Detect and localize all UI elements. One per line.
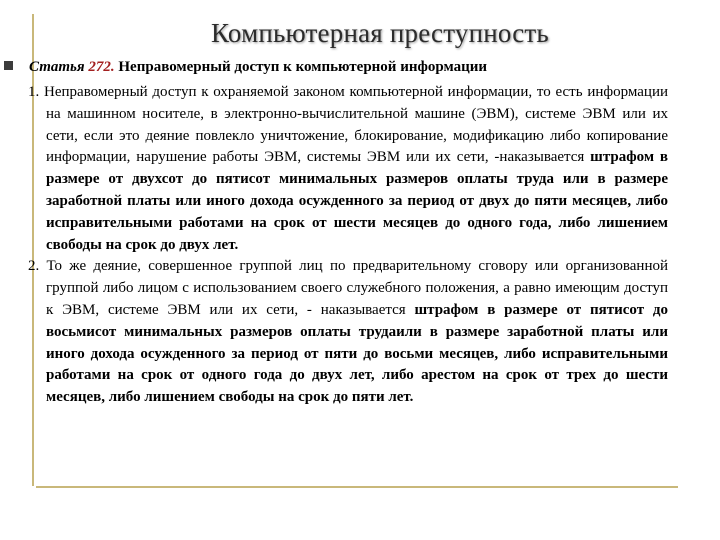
clause-penalty: штрафом в размере от двухсот до пятисот минимальных размеров оплаты труда или в размере заработной платы или иного дохода осужденного за период от двух до пяти месяцев, либо исправительными работами на срок от шести месяцев до одного года, либо лишением свободы на срок до двух лет.	[46, 149, 668, 253]
article-number: 272.	[88, 59, 115, 75]
clause-text: То же деяние, совершенное группой лиц по предварительному сговору или организованной группой либо лицом с использованием своего служебного положения, а равно имеющим доступ к ЭВМ, системе ЭВМ или их сети, - наказывается	[46, 258, 669, 318]
article-heading	[4, 56, 704, 78]
article-label: Статья	[29, 59, 85, 75]
clause-number: 1.	[28, 84, 40, 100]
article-body	[28, 82, 668, 409]
clause-text: Неправомерный доступ к охраняемой законом компьютерной информации, то есть информации на машинном носителе, в электронно-вычислительной машине (ЭВМ), системе ЭВМ или их сети, если это деяние повлекло уничтожение, блокирование, модификацию либо копирование информации, нарушение работы ЭВМ, системы ЭВМ или их сети, -наказывается	[44, 84, 669, 166]
slide-title: Компьютерная преступность	[211, 18, 549, 48]
square-bullet-icon	[4, 61, 13, 70]
frame-bottom-rule	[36, 486, 678, 488]
article-title: Неправомерный доступ к компьютерной информации	[118, 59, 488, 75]
clause-1	[28, 82, 668, 256]
clause-2	[28, 256, 668, 409]
clause-number: 2.	[28, 258, 40, 275]
clause-penalty: штрафом в размере от пятисот до восьмисот минимальных размеров оплаты трудаили в размере заработной платы или иного дохода осужденного за период от пяти до восьми месяцев, либо исправительными работами на срок от одного года до двух лет, либо арестом на срок от трех до шести месяцев, либо лишением свободы на срок до пяти лет.	[46, 301, 669, 406]
